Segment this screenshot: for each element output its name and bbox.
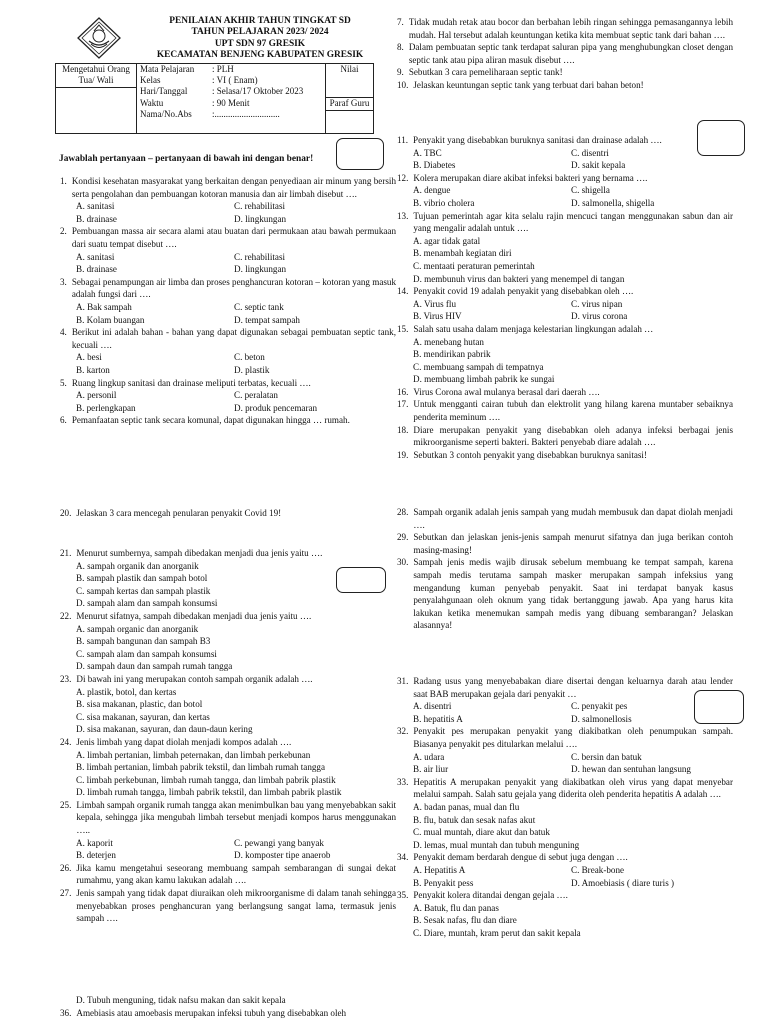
question-number: 8. xyxy=(397,42,404,53)
question-text: Penyakit pes merupakan penyakit yang diakibatkan oleh penumpukan sampah. Biasanya penyakit pes ditularkan melalui …. xyxy=(413,726,733,749)
question-31 xyxy=(397,675,733,725)
question-number: 18. xyxy=(397,424,409,435)
answer-option[interactable]: C. sampah kertas dan sampah plastik xyxy=(76,585,211,596)
question-number: 32. xyxy=(397,726,409,737)
question-text: Amebiasis atau amoebasis merupakan infeksi tubuh yang disebabkan oleh xyxy=(76,1008,347,1018)
question-number: 11. xyxy=(397,135,409,145)
question-number: 5. xyxy=(60,377,67,388)
question-number: 20. xyxy=(60,508,72,518)
question-36 xyxy=(60,1007,396,1020)
answer-option[interactable]: B. hepatitis A xyxy=(413,713,463,724)
answer-options xyxy=(76,623,396,673)
answer-option[interactable]: C. peralatan xyxy=(234,390,278,401)
question-23 xyxy=(60,673,396,736)
answer-option[interactable]: D. salmonellosis xyxy=(571,713,632,724)
header-line: UPT SDN 97 GRESIK xyxy=(214,38,306,49)
answer-option[interactable]: D. sampah alam dan sampah konsumsi xyxy=(76,598,218,609)
answer-option[interactable]: D. produk pencemaran xyxy=(234,402,318,413)
parent-signature-area[interactable] xyxy=(56,88,136,132)
answer-options xyxy=(413,902,733,940)
question-text: Kondisi kesehatan masyarakat yang berkaitan dengan penyediaan air minum yang bersih serta pengolahan dan pembuangan kotoran manusia dan air limbah disebut …. xyxy=(71,176,396,199)
question-number: 3. xyxy=(60,276,67,287)
header-line: TAHUN PELAJARAN 2023/ 2024 xyxy=(191,27,329,38)
answer-options xyxy=(413,751,733,776)
answer-options xyxy=(76,749,396,799)
left-column-part3 xyxy=(60,547,396,925)
question-number: 2. xyxy=(60,226,67,237)
answer-option[interactable]: D. lemas, mual muntah dan tubuh menguning xyxy=(413,839,580,850)
question-number: 27. xyxy=(60,888,72,899)
instruction-text: Jawablah pertanyaan – pertanyaan di bawah ini dengan benar! xyxy=(59,154,314,164)
question-text: Diare merupakan penyakit yang disebabkan oleh adanya infeksi berbagai jenis mikroorganisme seperti bakteri. Bakteri penyebab diare adalah …. xyxy=(413,424,733,448)
answer-option[interactable]: B. air liur xyxy=(413,764,449,775)
answer-option[interactable]: C. Diare, muntah, kram perut dan sakit kepala xyxy=(413,927,581,938)
answer-option[interactable]: B. karton xyxy=(76,364,110,375)
question-number: 16. xyxy=(397,386,409,397)
question-text: Sebutkan dan jelaskan jenis-jenis sampah menurut sifatnya dan juga berikan contoh masing-masing! xyxy=(413,532,733,555)
field-value: : VI ( Enam) xyxy=(212,75,258,86)
answer-option[interactable]: A. sanitasi xyxy=(76,201,115,212)
question-text: Sampah organik adalah jenis sampah yang mudah membusuk dan dapat diolah menjadi …. xyxy=(413,507,733,530)
question-7 xyxy=(397,16,733,41)
answer-option[interactable]: B. perlengkapan xyxy=(76,402,136,413)
answer-option[interactable]: C. disentri xyxy=(571,147,609,158)
answer-option[interactable]: D. Amoebiasis ( diare turis ) xyxy=(571,877,675,888)
parent-label: Mengetahui Orang Tua/ Wali xyxy=(56,64,136,88)
question-number: 28. xyxy=(397,507,409,517)
answer-option[interactable]: A. plastik, botol, dan kertas xyxy=(76,686,177,697)
left-column-part2 xyxy=(60,507,396,520)
question-number: 23. xyxy=(60,673,72,684)
fields-cell xyxy=(137,64,326,134)
field-label: Kelas xyxy=(140,75,161,86)
question-text: Jenis sampah yang tidak dapat diuraikan oleh mikroorganisme di dalam tanah sehingga menyebabkan proses penghancuran yang berlangsung sangat lama, termasuk jenis sampah …. xyxy=(76,888,396,924)
field-label: Hari/Tanggal xyxy=(140,86,188,97)
right-column-part3 xyxy=(397,506,733,632)
question-number: 7. xyxy=(397,17,404,27)
question-text: Penyakit covid 19 adalah penyakit yang disebabkan oleh …. xyxy=(413,286,634,297)
question-17 xyxy=(397,398,733,423)
field-value: : 90 Menit xyxy=(212,97,250,108)
answer-option[interactable]: D. komposter tipe anaerob xyxy=(234,850,331,861)
question-9 xyxy=(397,66,733,79)
answer-option[interactable]: B. vibrio cholera xyxy=(413,197,475,208)
question-text: Limbah sampah organik rumah tangga akan menimbulkan bau yang menyebabkan sakit kepala, sehingga jika mengubah limbah tersebut menjadi kompos harus menggunakan ….. xyxy=(76,799,396,836)
answer-options xyxy=(76,686,396,736)
question-number: 12. xyxy=(397,172,409,183)
answer-option[interactable]: D. lingkungan xyxy=(234,213,287,224)
answer-option[interactable]: C. penyakit pes xyxy=(571,701,628,712)
school-district-emblem xyxy=(76,17,122,59)
answer-option[interactable]: B. drainase xyxy=(76,264,117,275)
answer-option[interactable]: A. TBC xyxy=(413,147,442,158)
field-label: Waktu xyxy=(140,97,164,108)
question-number: 29. xyxy=(397,532,409,543)
answer-option[interactable]: A. personil xyxy=(76,390,117,401)
answer-option[interactable]: A. Virus flu xyxy=(413,298,456,309)
answer-option[interactable]: B. Sesak nafas, flu dan diare xyxy=(413,915,517,926)
answer-option[interactable]: A. disentri xyxy=(413,701,452,712)
question-text: Jika kamu mengetahui seseorang membuang sampah sembarangan di sungai dekat rumahmu, yang akan kamu lakukan adalah …. xyxy=(76,862,396,886)
student-info-table xyxy=(55,63,374,134)
answer-option[interactable]: A. Batuk, flu dan panas xyxy=(413,902,499,913)
answer-option[interactable]: A. Bak sampah xyxy=(76,301,132,312)
answer-option[interactable]: C. rehabilitasi xyxy=(234,251,286,262)
question-11 xyxy=(397,134,733,172)
question-text: Jelaskan 3 cara mencegah penularan penyakit Covid 19! xyxy=(76,508,282,518)
answer-option[interactable]: C. mual muntah, diare akut dan batuk xyxy=(413,827,550,838)
answer-options xyxy=(413,184,733,209)
answer-options xyxy=(76,560,396,610)
question-14 xyxy=(397,285,733,323)
question-text: Virus Corona awal mulanya berasal dari daerah …. xyxy=(413,386,600,397)
question-number: 24. xyxy=(60,736,72,747)
answer-options xyxy=(413,147,733,172)
answer-options xyxy=(413,298,733,323)
answer-option[interactable]: B. flu, batuk dan sesak nafas akut xyxy=(413,814,536,825)
answer-options xyxy=(413,801,733,851)
question-24 xyxy=(60,736,396,799)
question-text: Sebutkan 3 cara pemeliharaan septic tank! xyxy=(408,67,563,78)
question-text: Tujuan pemerintah agar kita selalu rajin mencuci tangan menggunakan sabun dan air yang mengalir adalah untuk …. xyxy=(413,210,733,234)
question-text: Sebagai penampungan air limba dan proses penghancuran kotoran – kotoran yang masuk adalah fungsi dari …. xyxy=(71,276,396,300)
question-text: Pembuangan massa air secara alami atau buatan dari permukaan atau bawah permukaan dari suatu tempat disebut …. xyxy=(71,226,396,249)
question-number: 14. xyxy=(397,286,409,297)
question-text: Jenis limbah yang dapat diolah menjadi kompos adalah …. xyxy=(76,736,292,747)
question-28 xyxy=(397,506,733,531)
answer-option[interactable]: C. membuang sampah di tempatnya xyxy=(413,361,544,372)
answer-option[interactable]: B. mendirikan pabrik xyxy=(413,349,491,360)
answer-option[interactable]: A. agar tidak gatal xyxy=(413,235,481,246)
header-line: KECAMATAN BENJENG KABUPATEN GRESIK xyxy=(156,50,364,61)
answer-options xyxy=(76,251,396,276)
answer-options xyxy=(76,351,396,376)
answer-options xyxy=(76,301,396,326)
question-text: Pemanfaatan septic tank secara komunal, dapat digunakan hingga … rumah. xyxy=(71,415,350,426)
right-column-part1 xyxy=(397,16,733,92)
question-text: Di bawah ini yang merupakan contoh sampah organik adalah …. xyxy=(76,673,313,684)
question-15 xyxy=(397,323,733,386)
answer-option[interactable]: C. rehabilitasi xyxy=(234,201,286,212)
answer-box[interactable] xyxy=(336,138,384,170)
question-16 xyxy=(397,386,733,399)
answer-option[interactable]: C. sisa makanan, sayuran, dan kertas xyxy=(76,711,210,722)
question-12 xyxy=(397,172,733,210)
answer-option[interactable]: D. sisa makanan, sayuran, dan daun-daun kering xyxy=(76,724,253,735)
answer-option[interactable]: D. membuang limbah pabrik ke sungai xyxy=(413,374,555,385)
question-text: Menurut sumbernya, sampah dibedakan menjadi dua jenis yaitu …. xyxy=(76,548,323,558)
question-25 xyxy=(60,799,396,862)
answer-option[interactable]: A. limbah pertanian, limbah peternakan, dan limbah perkebunan xyxy=(76,749,311,760)
question-4 xyxy=(60,326,396,376)
right-column-part2 xyxy=(397,134,733,461)
answer-options xyxy=(76,200,396,225)
question-text: Tidak mudah retak atau bocor dan berbahan lebih ringan sehingga pemasangannya lebih mudah. Hal tersebut adalah keuntungan ketika kita membuat septic tank dari bahan …. xyxy=(408,17,733,40)
question-number: 10. xyxy=(397,79,409,90)
paraf-label: Paraf Guru xyxy=(326,98,373,111)
answer-option[interactable]: C. bersin dan batuk xyxy=(571,751,642,762)
question-2 xyxy=(60,225,396,275)
header-line: PENILAIAN AKHIR TAHUN TINGKAT SD xyxy=(169,16,351,26)
question-30 xyxy=(397,556,733,632)
answer-option[interactable]: C. mentaati peraturan pemerintah xyxy=(413,260,535,271)
answer-option[interactable]: C. sampah alam dan sampah konsumsi xyxy=(76,648,217,659)
answer-option[interactable]: D. virus corona xyxy=(571,311,628,322)
question-number: 26. xyxy=(60,862,72,873)
score-cell xyxy=(326,64,374,134)
name-field[interactable]: :............................. xyxy=(212,108,280,119)
paraf-area[interactable] xyxy=(326,111,373,133)
answer-option[interactable]: A. badan panas, mual dan flu xyxy=(413,801,520,812)
question-text: Penyakit kolera ditandai dengan gejala …. xyxy=(413,890,568,901)
answer-option[interactable]: C. pewangi yang banyak xyxy=(234,837,324,848)
question-text: Salah satu usaha dalam menjaga kelestarian lingkungan adalah … xyxy=(413,323,654,334)
question-number: 13. xyxy=(397,210,409,221)
question-29 xyxy=(397,531,733,556)
answer-option[interactable]: B. Diabetes xyxy=(413,160,456,171)
question-22 xyxy=(60,610,396,673)
question-number: 4. xyxy=(60,327,67,338)
question-text: Untuk mengganti cairan tubuh dan elektrolit yang hilang karena muntaber sebaiknya penderita meminum …. xyxy=(413,399,733,423)
answer-options xyxy=(76,837,396,862)
answer-option[interactable]: A. sampah organic dan anorganik xyxy=(76,623,199,634)
answer-option[interactable]: B. Virus HIV xyxy=(413,311,462,322)
question-21 xyxy=(60,547,396,610)
answer-option[interactable]: A. Hepatitis A xyxy=(413,864,466,875)
question-number: 36. xyxy=(60,1008,72,1018)
question-number: 33. xyxy=(397,776,409,787)
answer-option[interactable]: A. besi xyxy=(76,352,102,363)
question-number: 17. xyxy=(397,399,409,410)
question-number: 21. xyxy=(60,548,72,558)
answer-option[interactable]: B. Kolam buangan xyxy=(76,314,145,325)
question-number: 19. xyxy=(397,449,409,460)
answer-option[interactable]: C. virus nipan xyxy=(571,298,623,309)
answer-options xyxy=(76,389,396,414)
question-33 xyxy=(397,776,733,852)
answer-option[interactable]: B. sisa makanan, plastic, dan botol xyxy=(76,699,203,710)
answer-option[interactable]: D. sampah daun dan sampah rumah tangga xyxy=(76,661,233,672)
answer-option[interactable]: A. kaporit xyxy=(76,837,113,848)
trailing-option: D. Tubuh menguning, tidak nafsu makan dan sakit kepala xyxy=(76,995,286,1005)
question-text: Dalam pembuatan septic tank terdapat saluran pipa yang menghubungkan closet dengan septic tank atau pipa aliran masuk disebut …. xyxy=(408,42,733,65)
answer-option[interactable]: B. limbah pertanian, limbah pabrik tekstil, dan limbah rumah tangga xyxy=(76,762,326,773)
answer-option[interactable]: B. menambah kegiatan diri xyxy=(413,248,512,259)
question-text: Ruang lingkup sanitasi dan drainase meliputi terbatas, kecuali …. xyxy=(71,377,311,388)
answer-option[interactable]: B. sampah plastik dan sampah botol xyxy=(76,573,208,584)
field-value: : Selasa/17 Oktober 2023 xyxy=(212,86,304,97)
question-text: Kolera merupakan diare akibat infeksi bakteri yang bernama …. xyxy=(413,172,648,183)
parent-signature-cell xyxy=(56,64,137,134)
answer-option[interactable]: B. drainase xyxy=(76,213,117,224)
answer-options xyxy=(413,864,733,889)
question-number: 31. xyxy=(397,676,409,686)
answer-option[interactable]: C. limbah perkebunan, limbah rumah tangga, dan limbah pabrik plastik xyxy=(76,774,336,785)
answer-option[interactable]: A. menebang hutan xyxy=(413,336,484,347)
answer-option[interactable]: D. tempat sampah xyxy=(234,314,300,325)
question-number: 25. xyxy=(60,799,72,810)
question-text: Sampah jenis medis wajib dirusak sebelum membuang ke tempat sampah, karena sampah medis terutama sampah masker merupakan sampah infeksius yang mengandung kuman penyebab penyakit. Saat ini terdapat banyak kasus penyalahgunaan oleh oknum yang tidak bertanggung jawab. Apa yang harus kita lakukan ketika menemukan sampah medis yang dibuang sembarangan? Jelaskan alasannya! xyxy=(413,557,733,631)
nilai-label: Nilai xyxy=(326,64,373,98)
answer-options xyxy=(413,235,733,285)
question-text: Sebutkan 3 contoh penyakit yang disebabkan buruknya sanitasi! xyxy=(413,449,647,460)
question-6 xyxy=(60,414,396,427)
answer-option[interactable]: B. sampah bangunan dan sampah B3 xyxy=(76,636,211,647)
question-27 xyxy=(60,887,396,925)
answer-option[interactable]: D. salmonella, shigella xyxy=(571,197,655,208)
question-20 xyxy=(60,507,396,520)
answer-option[interactable]: A. udara xyxy=(413,751,445,762)
answer-options xyxy=(413,700,733,725)
answer-option[interactable]: D. sakit kepala xyxy=(571,160,626,171)
question-text: Penyakit yang disebabkan buruknya sanitasi dan drainase adalah …. xyxy=(413,135,662,145)
question-number: 35. xyxy=(397,890,409,901)
question-3 xyxy=(60,276,396,326)
right-column-part4 xyxy=(397,675,733,939)
question-5 xyxy=(60,377,396,415)
question-number: 34. xyxy=(397,852,409,863)
question-text: Hepatitis A merupakan penyakit yang diakibatkan oleh virus yang dapat menyebar melalui sampah. Salah satu gejala yang diderita oleh penderita hepatitis A adalah …. xyxy=(413,776,733,800)
left-column-part1 xyxy=(60,175,396,427)
answer-option[interactable]: C. septic tank xyxy=(234,301,284,312)
question-text: Jelaskan keuntungan septic tank yang terbuat dari bahan beton! xyxy=(413,79,644,90)
question-number: 15. xyxy=(397,323,409,334)
question-text: Penyakit demam berdarah dengue di sebut juga dengan …. xyxy=(413,852,628,863)
question-19 xyxy=(397,449,733,462)
answer-option[interactable]: D. hewan dan sentuhan langsung xyxy=(571,764,691,775)
answer-option[interactable]: C. Break-bone xyxy=(571,864,625,875)
answer-option[interactable]: D. lingkungan xyxy=(234,264,287,275)
exam-header xyxy=(148,16,372,62)
field-value: : PLH xyxy=(212,64,234,74)
left-column-part4 xyxy=(60,1007,396,1020)
question-number: 9. xyxy=(397,67,404,78)
answer-option[interactable]: A. sanitasi xyxy=(76,251,115,262)
answer-option[interactable]: C. shigella xyxy=(571,185,610,196)
answer-option[interactable]: A. dengue xyxy=(413,185,451,196)
question-number: 1. xyxy=(60,176,67,186)
question-text: Radang usus yang menyebabakan diare disertai dengan keluarnya darah atau lender saat BAB merupakan gejala dari penyakit … xyxy=(413,676,733,699)
question-number: 30. xyxy=(397,557,409,568)
answer-option[interactable]: D. limbah rumah tangga, limbah pabrik tekstil, dan limbah pabrik plastik xyxy=(76,787,342,798)
question-35 xyxy=(397,889,733,939)
question-32 xyxy=(397,725,733,775)
question-8 xyxy=(397,41,733,66)
question-1 xyxy=(60,175,396,225)
answer-option[interactable]: B. deterjen xyxy=(76,850,116,861)
question-26 xyxy=(60,862,396,887)
answer-option[interactable]: D. membunuh virus dan bakteri yang menempel di tangan xyxy=(413,273,625,284)
question-34 xyxy=(397,851,733,889)
question-10 xyxy=(397,79,733,92)
question-number: 6. xyxy=(60,415,67,426)
answer-options xyxy=(413,336,733,386)
field-label: Mata Pelajaran xyxy=(140,64,195,74)
question-18 xyxy=(397,424,733,449)
answer-option[interactable]: D. plastik xyxy=(234,364,270,375)
question-text: Menurut sifatnya, sampah dibedakan menjadi dua jenis yaitu …. xyxy=(76,610,312,621)
answer-option[interactable]: B. Penyakit pess xyxy=(413,877,474,888)
field-label: Nama/No.Abs xyxy=(140,108,192,119)
question-13 xyxy=(397,210,733,286)
answer-option[interactable]: C. beton xyxy=(234,352,265,363)
question-text: Berikut ini adalah bahan - bahan yang dapat digunakan sebagai pembuatan septic tank, kecuali …. xyxy=(71,327,396,350)
answer-option[interactable]: A. sampah organik dan anorganik xyxy=(76,560,199,571)
question-number: 22. xyxy=(60,610,72,621)
